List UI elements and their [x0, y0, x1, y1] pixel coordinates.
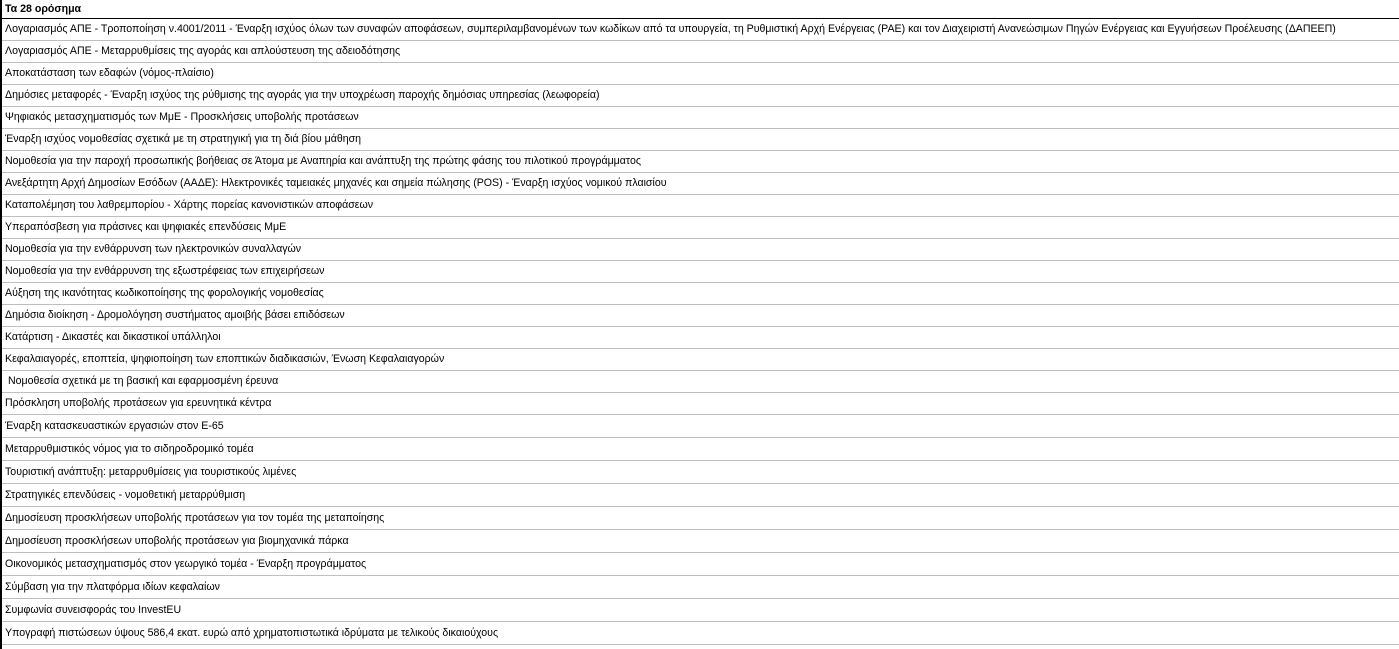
table-row[interactable]	[2, 129, 1399, 151]
table-row[interactable]	[2, 41, 1399, 63]
table-row-text: Δημόσιες μεταφορές - Έναρξη ισχύος της ρύθμισης της αγοράς για την υποχρέωση παροχής δημόσιας υπηρεσίας (λεωφορεία)	[5, 89, 600, 102]
table-row-text: Στρατηγικές επενδύσεις - νομοθετική μεταρρύθμιση	[5, 488, 246, 501]
table-row-text: Λογαριασμός ΑΠΕ - Μεταρρυθμίσεις της αγοράς και απλούστευση της αδειοδότησης	[5, 45, 401, 58]
table-row[interactable]	[2, 484, 1399, 507]
table-row[interactable]	[2, 553, 1399, 576]
table-row-text: Ανεξάρτητη Αρχή Δημοσίων Εσόδων (ΑΑΔΕ): Ηλεκτρονικές ταμειακές μηχανές και σημεία πώλησης (POS) - Έναρξη ισχύος νομικού πλαισίου	[5, 177, 667, 190]
table-row[interactable]	[2, 349, 1399, 371]
table-row-text: Κατάρτιση - Δικαστές και δικαστικοί υπάλληλοι	[5, 331, 221, 344]
table-row[interactable]	[2, 327, 1399, 349]
table-row-text: Αποκατάσταση των εδαφών (νόμος-πλαίσιο)	[5, 67, 214, 80]
table-row-text: Υπογραφή πιστώσεων ύψους 586,4 εκατ. ευρώ από χρηματοπιστωτικά ιδρύματα με τελικούς δικαιούχους	[5, 626, 499, 639]
table-row-text: Νομοθεσία για την ενθάρρυνση της εξωστρέφειας των επιχειρήσεων	[5, 265, 325, 278]
table-row[interactable]	[2, 305, 1399, 327]
table-row-text: Έναρξη ισχύος νομοθεσίας σχετικά με τη στρατηγική για τη διά βίου μάθηση	[5, 133, 362, 146]
table-row[interactable]	[2, 85, 1399, 107]
table-row[interactable]	[2, 599, 1399, 622]
table-row[interactable]	[2, 438, 1399, 461]
table-row[interactable]	[2, 507, 1399, 530]
table-row[interactable]	[2, 283, 1399, 305]
table-row-text: Δημοσίευση προσκλήσεων υποβολής προτάσεων για βιομηχανικά πάρκα	[5, 534, 349, 547]
table-row[interactable]	[2, 173, 1399, 195]
table-row-text: Δημοσίευση προσκλήσεων υποβολής προτάσεων για τον τομέα της μεταποίησης	[5, 511, 385, 524]
table-row[interactable]	[2, 239, 1399, 261]
table-row[interactable]	[2, 576, 1399, 599]
table-row[interactable]	[2, 217, 1399, 239]
table-row[interactable]	[2, 107, 1399, 129]
table-row[interactable]	[2, 151, 1399, 173]
table-row-text: Δημόσια διοίκηση - Δρομολόγηση συστήματος αμοιβής βάσει επιδόσεων	[5, 309, 345, 322]
table-row-text: Νομοθεσία για την ενθάρρυνση των ηλεκτρονικών συναλλαγών	[5, 243, 302, 256]
table-row-text: Οικονομικός μετασχηματισμός στον γεωργικό τομέα - Έναρξη προγράμματος	[5, 557, 367, 570]
table-row[interactable]	[2, 530, 1399, 553]
table-row-text: Ψηφιακός μετασχηματισμός των ΜμΕ - Προσκλήσεις υποβολής προτάσεων	[5, 111, 359, 124]
table-header-row[interactable]	[2, 0, 1399, 19]
table-row[interactable]	[2, 19, 1399, 41]
table-row[interactable]	[2, 63, 1399, 85]
table-row-text: Πρόσκληση υποβολής προτάσεων για ερευνητικά κέντρα	[5, 397, 272, 410]
table-row[interactable]	[2, 415, 1399, 438]
table-row[interactable]	[2, 261, 1399, 283]
table-row-text: Τουριστική ανάπτυξη: μεταρρυθμίσεις για τουριστικούς λιμένες	[5, 465, 297, 478]
table-row-text: Κεφαλαιαγορές, εποπτεία, ψηφιοποίηση των εποπτικών διαδικασιών, Ένωση Κεφαλαιαγορών	[5, 353, 445, 366]
table-row-text: Αύξηση της ικανότητας κωδικοποίησης της φορολογικής νομοθεσίας	[5, 287, 324, 300]
table-row-text: Σύμβαση για την πλατφόρμα ιδίων κεφαλαίων	[5, 580, 220, 593]
table-row[interactable]	[2, 622, 1399, 645]
table-row[interactable]	[2, 371, 1399, 393]
table-row[interactable]	[2, 195, 1399, 217]
table-row-text: Έναρξη κατασκευαστικών εργασιών στον Ε-65	[5, 419, 224, 432]
table-row-text: Καταπολέμηση του λαθρεμπορίου - Χάρτης πορείας κανονιστικών αποφάσεων	[5, 199, 374, 212]
table-row-text: Συμφωνία συνεισφοράς του InvestEU	[5, 603, 182, 616]
table-row-text: Μεταρρυθμιστικός νόμος για το σιδηροδρομικό τομέα	[5, 442, 254, 455]
table-row-text: Νομοθεσία σχετικά με τη βασική και εφαρμοσμένη έρευνα	[5, 375, 279, 388]
table-row-text: Νομοθεσία για την παροχή προσωπικής βοήθειας σε Άτομα με Αναπηρία και ανάπτυξη της πρώτης φάσης του πιλοτικού προγράμματος	[5, 155, 641, 168]
table-row-text: Λογαριασμός ΑΠΕ - Τροποποίηση ν.4001/2011 - Έναρξη ισχύος όλων των συναφών αποφάσεων, συμπεριλαμβανομένων των κωδίκων από τα υπουργεία, τη Ρυθμιστική Αρχή Ενέργειας (ΡΑΕ) και τον Διαχειριστή Ανανεώσιμων Πηγών Ενέργειας και Εγγυήσεων Προέλευσης (ΔΑΠΕΕΠ)	[5, 23, 1336, 36]
table-row[interactable]	[2, 393, 1399, 415]
table-row[interactable]	[2, 461, 1399, 484]
table-row-text: Υπεραπόσβεση για πράσινες και ψηφιακές επενδύσεις ΜμΕ	[5, 221, 287, 234]
table-header-title: Τα 28 ορόσημα	[5, 2, 82, 15]
